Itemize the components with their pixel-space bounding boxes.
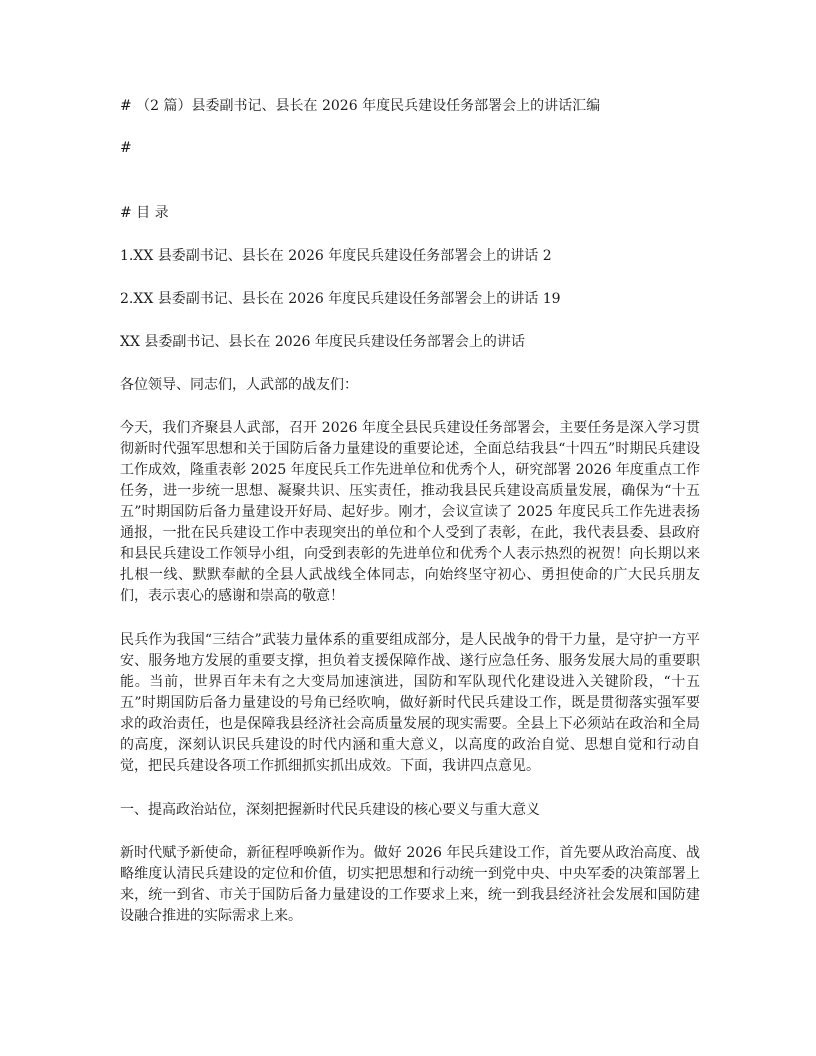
toc-heading: # 目 录 — [120, 205, 169, 221]
body-paragraph: 民兵作为我国“三结合”武装力量体系的重要组成部分，是人民战争的骨干力量，是守护一方平安、服务地方发展的重要支撑，担负着支援保障作战、遂行应急任务、服务发展大局的重要职能。当前，世界百年未有之大变局加速演进，国防和军队现代化建设进入关键阶段，“十五五”时期国防后备力量建设的号角已经吹响，做好新时代民兵建设工作，既是贯彻落实强军要求的政治责任，也是保障我县经济社会高质量发展的现实需要。全县上下必须站在政治和全局的高度，深刻认识民兵建设的时代内涵和重大意义，以高度的政治自觉、思想自觉和行动自觉，把民兵建设各项工作抓细抓实抓出成效。下面，我讲四点意见。 — [120, 632, 700, 774]
greeting: 各位领导、同志们，人武部的战友们： — [120, 377, 358, 393]
toc-item: 2.XX 县委副书记、县长在 2026 年度民兵建设任务部署会上的讲话 19 — [120, 291, 561, 307]
toc-item: 1.XX 县委副书记、县长在 2026 年度民兵建设任务部署会上的讲话 2 — [120, 248, 552, 264]
speech-title: XX 县委副书记、县长在 2026 年度民兵建设任务部署会上的讲话 — [120, 334, 525, 350]
document-page — [120, 96, 700, 927]
hash-line: # — [120, 140, 132, 156]
body-paragraph: 新时代赋予新使命，新征程呼唤新作为。做好 2026 年民兵建设工作，首先要从政治高度、战略维度认清民兵建设的定位和价值，切实把思想和行动统一到党中央、中央军委的决策部署上来，统一到省、市关于国防后备力量建设的工作要求上来，统一到我县经济社会发展和国防建设融合推进的实际需求上来。 — [120, 845, 700, 924]
document-title: # （2 篇）县委副书记、县长在 2026 年度民兵建设任务部署会上的讲话汇编 — [120, 98, 601, 114]
section-heading: 一、提高政治站位，深刻把握新时代民兵建设的核心要义与重大意义 — [120, 802, 540, 818]
body-paragraph: 今天，我们齐聚县人武部，召开 2026 年度全县民兵建设任务部署会，主要任务是深入学习贯彻新时代强军思想和关于国防后备力量建设的重要论述，全面总结我县“十四五”时期民兵建设工作成效，隆重表彰 2025 年度民兵工作先进单位和优秀个人，研究部署 2026 年度重点工作任务，进一步统一思想、凝聚共识、压实责任，推动我县民兵建设高质量发展，确保为“十五五”时期国防后备力量建设开好局、起好步。刚才，会议宣读了 2025 年度民兵工作先进表扬通报，一批在民兵建设工作中表现突出的单位和个人受到了表彰，在此，我代表县委、县政府和县民兵建设工作领导小组，向受到表彰的先进单位和优秀个人表示热烈的祝贺！向长期以来扎根一线、默默奉献的全县人武战线全体同志，向始终坚守初心、勇担使命的广大民兵朋友们，表示衷心的感谢和崇高的敬意！ — [120, 420, 700, 604]
